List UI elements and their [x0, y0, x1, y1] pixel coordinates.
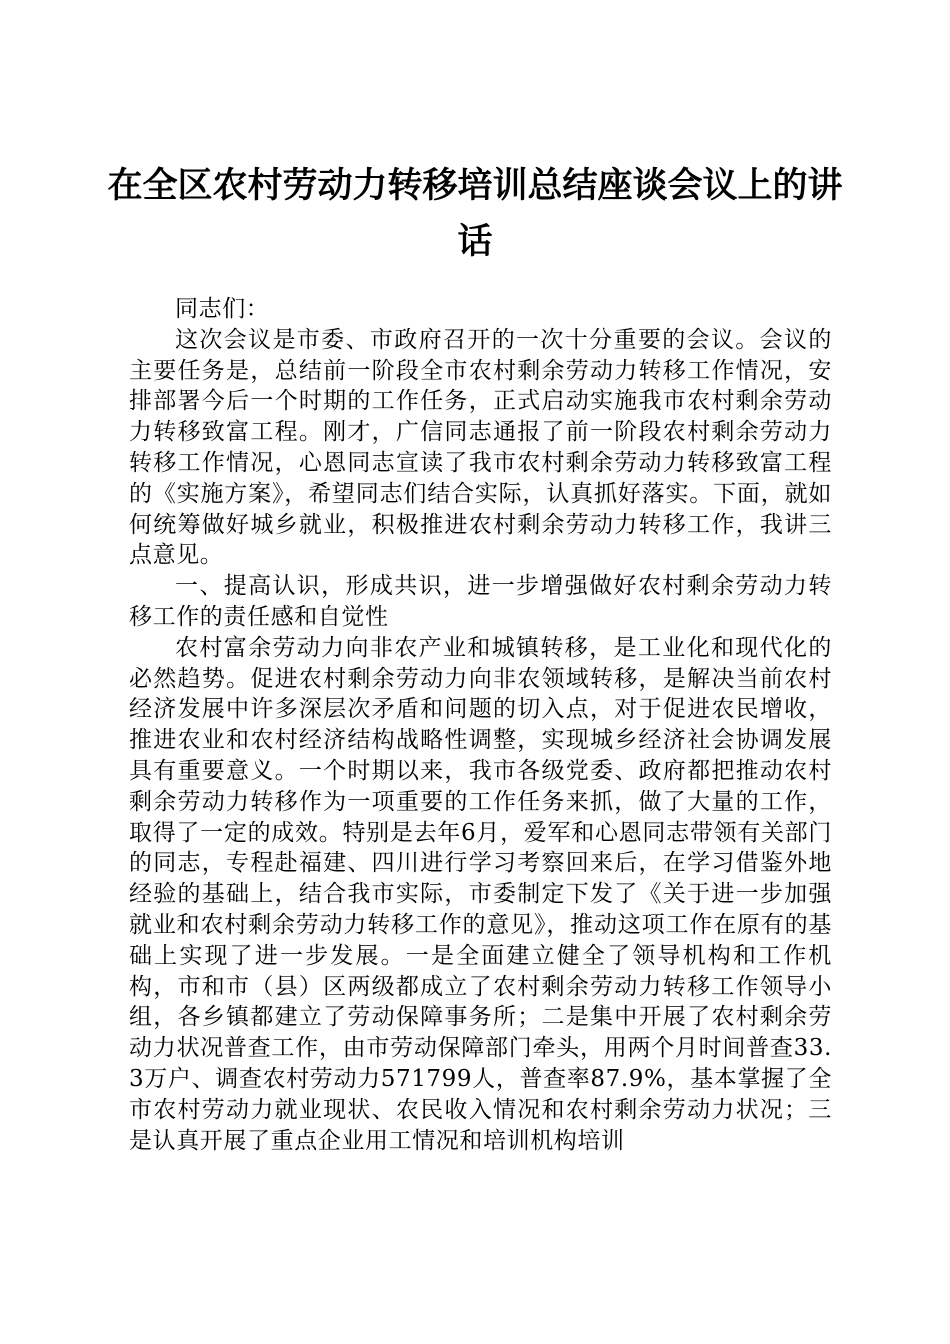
- body-paragraph: 这次会议是市委、市政府召开的一次十分重要的会议。会议的主要任务是，总结前一阶段全市农村剩余劳动力转移工作情况，安排部署今后一个时期的工作任务，正式启动实施我市农村剩余劳动力转移致富工程。刚才，广信同志通报了前一阶段农村剩余劳动力转移工作情况，心恩同志宣读了我市农村剩余劳动力转移致富工程的《实施方案》，希望同志们结合实际，认真抓好落实。下面，就如何统筹做好城乡就业，积极推进农村剩余劳动力转移工作，我讲三点意见。: [129, 326, 832, 569]
- salutation-paragraph: 同志们：: [175, 296, 270, 322]
- body-paragraph: 农村富余劳动力向非农产业和城镇转移，是工业化和现代化的必然趋势。促进农村剩余劳动力向非农领域转移，是解决当前农村经济发展中许多深层次矛盾和问题的切入点，对于促进农民增收，推进农业和农村经济结构战略性调整，实现城乡经济社会协调发展具有重要意义。一个时期以来，我市各级党委、政府都把推动农村剩余劳动力转移作为一项重要的工作任务来抓，做了大量的工作，取得了一定的成效。特别是去年6月，爱军和心恩同志带领有关部门的同志，专程赴福建、四川进行学习考察回来后，在学习借鉴外地经验的基础上，结合我市实际，市委制定下发了《关于进一步加强就业和农村剩余劳动力转移工作的意见》，推动这项工作在原有的基础上实现了进一步发展。一是全面建立健全了领导机构和工作机构，市和市（县）区两级都成立了农村剩余劳动力转移工作领导小组，各乡镇都建立了劳动保障事务所；二是集中开展了农村剩余劳动力状况普查工作，由市劳动保障部门牵头，用两个月时间普查33.3万户、调查农村劳动力571799人，普查率87.9%，基本掌握了全市农村劳动力就业现状、农民收入情况和农村剩余劳动力状况；三是认真开展了重点企业用工情况和培训机构培训: [129, 634, 832, 1154]
- section-heading: 一、提高认识，形成共识，进一步增强做好农村剩余劳动力转移工作的责任感和自觉性: [129, 573, 832, 630]
- document-body: [129, 294, 832, 1156]
- document-title: 在全区农村劳动力转移培训总结座谈会议上的讲话: [107, 166, 843, 262]
